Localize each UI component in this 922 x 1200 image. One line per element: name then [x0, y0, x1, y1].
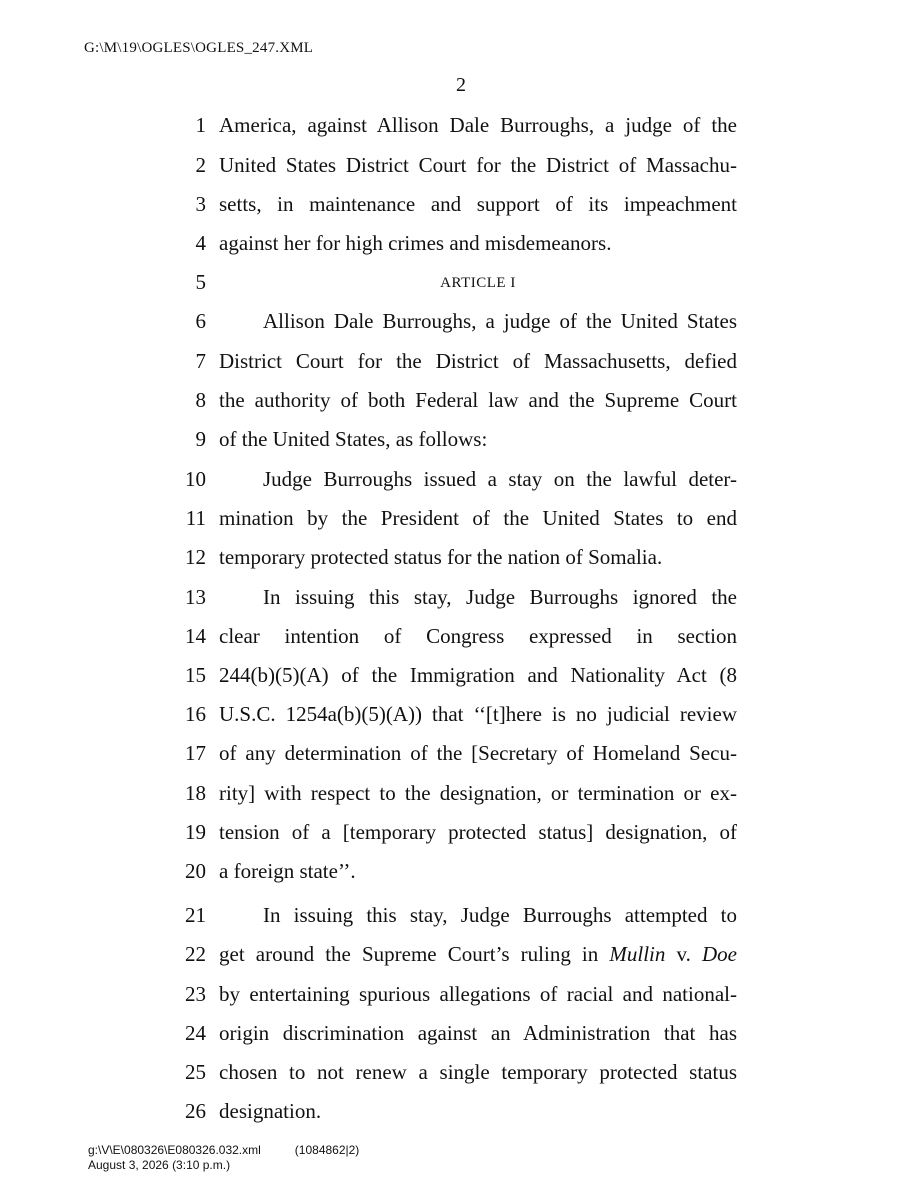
case-name-doe: Doe: [702, 942, 737, 966]
text-line: [0, 427, 922, 467]
line-text: In issuing this stay, Judge Burroughs ignored the: [263, 585, 737, 609]
line-number: 19: [185, 820, 206, 844]
footer: [88, 1143, 359, 1173]
text-line: [0, 270, 922, 310]
header-file-path: G:\M\19\OGLES\OGLES_247.XML: [84, 40, 314, 56]
text-line: [0, 506, 922, 546]
line-number: 25: [185, 1060, 206, 1084]
footer-doc-ref: (1084862|2): [294, 1143, 360, 1157]
line-number: 16: [185, 702, 206, 726]
line-number: 24: [185, 1021, 206, 1045]
line-number: 17: [185, 741, 206, 765]
line-text: by entertaining spurious allegations of racial and national-: [219, 982, 737, 1006]
text-line: [0, 153, 922, 193]
text-line: [0, 231, 922, 271]
line-text: [219, 942, 737, 967]
text-line: [0, 859, 922, 899]
line-text: clear intention of Congress expressed in section: [219, 624, 737, 648]
footer-timestamp: August 3, 2026 (3:10 p.m.): [88, 1158, 231, 1172]
line-number: 2: [195, 153, 206, 177]
text-line: [0, 903, 922, 943]
line-text: the authority of both Federal law and the Supreme Court: [219, 388, 737, 412]
line-number: 4: [195, 231, 206, 255]
line-number: 14: [185, 624, 206, 648]
line-number: 6: [195, 309, 206, 333]
line-text: mination by the President of the United States to end: [219, 506, 737, 530]
line-text: designation.: [219, 1099, 322, 1123]
line-text: Allison Dale Burroughs, a judge of the United States: [263, 309, 737, 333]
line-text: temporary protected status for the nation of Somalia.: [219, 545, 663, 569]
line-text: tension of a [temporary protected status] designation, of: [219, 820, 737, 844]
line-number: 11: [185, 506, 206, 530]
text-line: [0, 349, 922, 389]
line-text: District Court for the District of Massachusetts, defied: [219, 349, 737, 373]
text-line: [0, 663, 922, 703]
line-text-segment: v.: [665, 942, 702, 966]
line-number: 23: [185, 982, 206, 1006]
text-line: [0, 702, 922, 742]
text-line: [0, 585, 922, 625]
text-line: [0, 467, 922, 507]
footer-line: [88, 1143, 359, 1158]
line-text-segment: get around the Supreme Court’s ruling in: [219, 942, 610, 966]
text-line: [0, 388, 922, 428]
line-text: origin discrimination against an Administration that has: [219, 1021, 737, 1045]
line-text: rity] with respect to the designation, or termination or ex-: [219, 781, 737, 805]
line-text: setts, in maintenance and support of its impeachment: [219, 192, 737, 216]
text-line: [0, 192, 922, 232]
line-number: 20: [185, 859, 206, 883]
line-number: 12: [185, 545, 206, 569]
line-text: of the United States, as follows:: [219, 427, 488, 451]
line-text: U.S.C. 1254a(b)(5)(A)) that ‘‘[t]here is no judicial review: [219, 702, 737, 726]
line-number: 5: [195, 270, 206, 294]
article-heading: ARTICLE I: [440, 275, 516, 291]
text-line: [0, 781, 922, 821]
line-text: a foreign state’’.: [219, 859, 356, 883]
line-text: of any determination of the [Secretary of Homeland Secu-: [219, 741, 737, 765]
line-text: Judge Burroughs issued a stay on the lawful deter-: [263, 467, 737, 491]
line-text: 244(b)(5)(A) of the Immigration and Nationality Act (8: [219, 663, 737, 687]
line-number: 10: [185, 467, 206, 491]
text-line: [0, 545, 922, 585]
line-number: 8: [195, 388, 206, 412]
text-line: [0, 1021, 922, 1061]
text-line: [0, 309, 922, 349]
text-line: [0, 1099, 922, 1139]
text-line: [0, 1060, 922, 1100]
line-text: United States District Court for the District of Massachu-: [219, 153, 737, 177]
case-name-mullin: Mullin: [609, 942, 666, 966]
line-text: America, against Allison Dale Burroughs, a judge of the: [219, 113, 737, 137]
line-number: 18: [185, 781, 206, 805]
text-line: [0, 624, 922, 664]
line-number: 26: [185, 1099, 206, 1123]
line-number: 3: [195, 192, 206, 216]
text-line: [0, 982, 922, 1022]
line-number: 9: [195, 427, 206, 451]
line-text: In issuing this stay, Judge Burroughs attempted to: [263, 903, 737, 927]
text-line: [0, 741, 922, 781]
line-text: chosen to not renew a single temporary protected status: [219, 1060, 737, 1084]
line-number: 13: [185, 585, 206, 609]
footer-doc-path: g:\V\E\080326\E080326.032.xml: [88, 1143, 261, 1157]
line-number: 22: [185, 942, 206, 966]
line-number: 15: [185, 663, 206, 687]
page-number: 2: [456, 74, 466, 96]
line-number: 21: [185, 903, 206, 927]
text-line: [0, 113, 922, 153]
text-line: [0, 820, 922, 860]
line-text: against her for high crimes and misdemeanors.: [219, 231, 612, 255]
text-line: [0, 942, 922, 982]
line-number: 1: [195, 113, 206, 137]
line-number: 7: [195, 349, 206, 373]
